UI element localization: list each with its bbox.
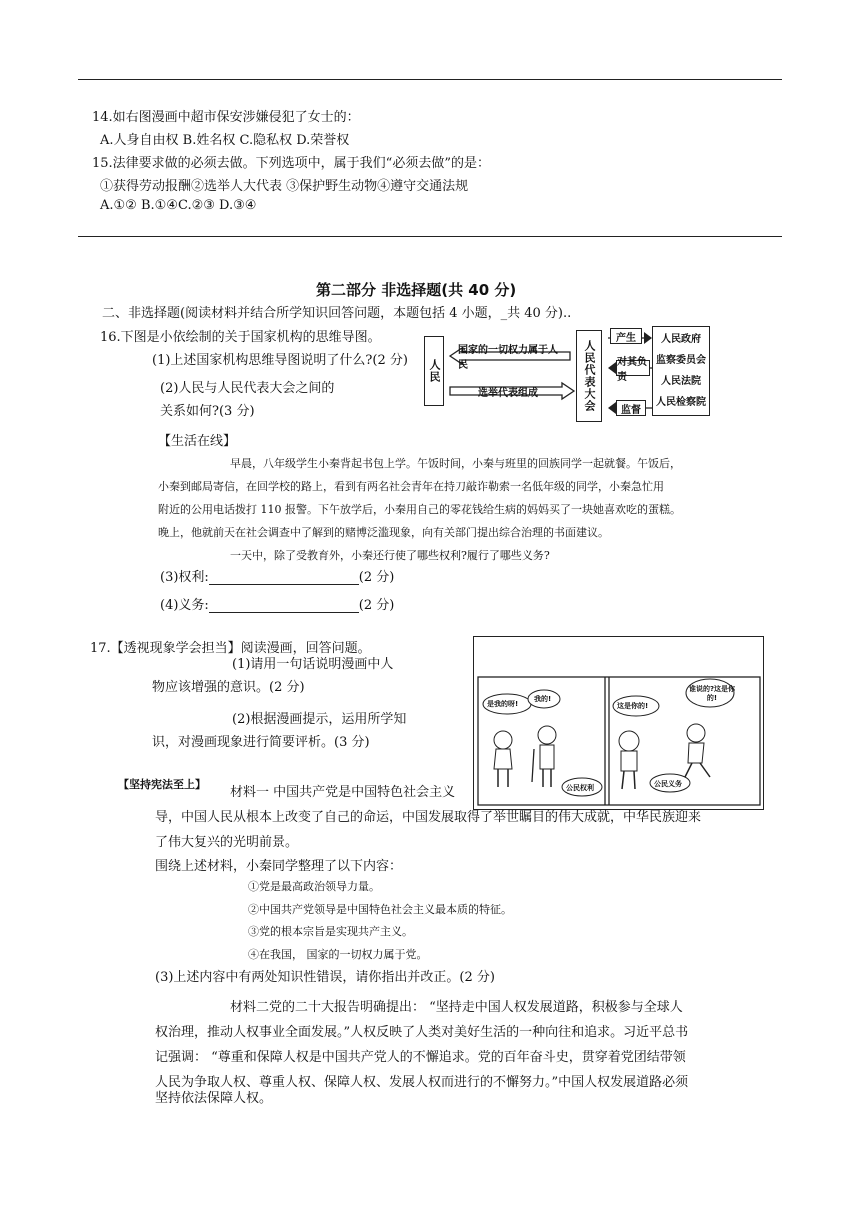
- cartoon-drawing: [474, 637, 764, 810]
- people-box: 人民: [424, 336, 444, 406]
- question-17-2b: 识，对漫画现象进行简要评析。(3 分): [152, 735, 370, 750]
- life-heading: 【生活在线】: [158, 434, 237, 449]
- material-two-line-3: 记强调： “尊重和保障人权是中国共产党人的不懈追求。党的百年奋斗史，贯穿着党团结带领: [155, 1050, 686, 1065]
- rights-label: (3)权利:: [160, 570, 209, 585]
- part-two-intro: 二、非选择题(阅读材料并结合所学知识回答问题，本题包括 4 小题，_共 40 分)..: [102, 306, 572, 321]
- question-15-options: A.①② B.①④C.②③ D.③④: [100, 198, 257, 213]
- material-two-line-1: 材料二党的二十大报告明确提出： “坚持走中国人权发展道路，积极参与全球人: [230, 1000, 683, 1015]
- material-one-line-1: 材料一 中国共产党是中国特色社会主义: [230, 785, 456, 800]
- life-line-1: 早晨，八年级学生小秦背起书包上学。午饭时间，小秦与班里的回族同学一起就餐。午饭后，: [230, 457, 681, 470]
- state-organs-box: [652, 326, 710, 416]
- supervise-label: 监督: [616, 400, 646, 416]
- rights-duties-cartoon: [473, 636, 764, 810]
- part-two-title: 第二部分 非选择题(共 40 分): [316, 281, 517, 299]
- summary-point-3: ③党的根本宗旨是实现共产主义。: [248, 925, 413, 938]
- cartoon-bubble-right-2: 谁说的?这是你的!: [688, 685, 736, 702]
- material-two-line-5: 坚持依法保障人权。: [155, 1091, 273, 1106]
- duties-answer-blank[interactable]: [209, 600, 359, 613]
- produce-label: 产生: [610, 328, 642, 344]
- question-14-stem: 14.如右图漫画中超市保安涉嫌侵犯了女士的：: [92, 110, 360, 125]
- question-17-1b: 物应该增强的意识。(2 分): [152, 680, 305, 695]
- question-16-1: (1)上述国家机构思维导图说明了什么?(2 分): [152, 353, 408, 368]
- cartoon-bubble-left-1: 是我的呀!: [487, 700, 519, 708]
- cartoon-sign-rights: 公民权利: [566, 784, 594, 792]
- question-15-items: ①获得劳动报酬②选举人大代表 ③保护野生动物④遵守交通法规: [100, 179, 469, 194]
- material-two-line-4: 人民为争取人权、尊重人权、保障人权、发展人权而进行的不懈努力。”中国人权发展道路必须: [155, 1075, 689, 1090]
- arrow-label-all-power: 国家的一切权力属于人民: [458, 345, 558, 371]
- duties-score: (2 分): [358, 598, 395, 613]
- material-one-line-2: 导，中国人民从根本上改变了自己的命运，中国发展取得了举世瞩目的伟大成就，中华民族迎来: [155, 810, 702, 825]
- duties-label: (4)义务:: [160, 598, 209, 613]
- rights-answer-blank[interactable]: [209, 572, 359, 585]
- question-15-stem: 15.法律要求做的必须去做。下列选项中，属于我们“必须去做”的是：: [92, 156, 490, 171]
- question-16-2a: (2)人民与人民代表大会之间的: [160, 381, 335, 396]
- question-17-2a: (2)根据漫画提示，运用所学知: [232, 712, 407, 727]
- duties-answer-row: [160, 594, 394, 613]
- organ-procuratorate: 人民检察院: [656, 397, 706, 408]
- cartoon-bubble-right-1: 这是你的!: [617, 702, 649, 710]
- life-line-2: 小秦到邮局寄信，在回学校的路上，看到有两名社会青年在持刀敲诈勒索一名低年级的同学，小秦急忙用: [158, 480, 664, 493]
- arrow-label-elect: 选举代表组成: [478, 387, 538, 399]
- cartoon-sign-duties: 公民义务: [654, 780, 682, 788]
- rights-score: (2 分): [358, 570, 395, 585]
- question-17-3: (3)上述内容中有两处知识性错误，请你指出并改正。(2 分): [155, 970, 495, 985]
- life-line-4: 晚上，他就前天在社会调查中了解到的赌博泛滥现象，向有关部门提出综合治理的书面建议。: [158, 526, 609, 539]
- responsible-label: 对其负责: [616, 360, 650, 376]
- congress-box: 人民代表大会: [576, 330, 602, 422]
- material-two-line-2: 权治理，推动人权事业全面发展。”人权反映了人类对美好生活的一种向往和追求。习近平总书: [155, 1025, 689, 1040]
- section-rule: [78, 236, 782, 237]
- question-17-1a: (1)请用一句话说明漫画中人: [232, 657, 394, 672]
- cartoon-bubble-left-2: 我的!: [534, 695, 552, 703]
- organ-government: 人民政府: [661, 334, 701, 345]
- state-organs-diagram: [420, 326, 720, 426]
- top-rule: [78, 79, 782, 80]
- constitution-heading: 【坚持宪法至上】: [118, 778, 206, 791]
- life-question: 一天中，除了受教育外，小秦还行使了哪些权利?履行了哪些义务?: [230, 549, 550, 562]
- question-16-stem: 16.下图是小依绘制的关于国家机构的思维导图。: [100, 330, 381, 345]
- summary-point-4: ④在我国， 国家的一切权力属于党。: [248, 948, 428, 961]
- question-16-2b: 关系如何?(3 分): [160, 404, 255, 419]
- life-line-3: 附近的公用电话拨打 110 报警。下午放学后，小秦用自己的零花钱给生病的妈妈买了一块她喜欢吃的蛋糕。: [158, 503, 681, 516]
- material-one-line-3: 了伟大复兴的光明前景。: [155, 835, 299, 850]
- question-17-stem: 17.【透视现象学会担当】阅读漫画，回答问题。: [90, 641, 371, 656]
- rights-answer-row: [160, 566, 394, 585]
- organ-court: 人民法院: [661, 376, 701, 387]
- summary-intro: 围绕上述材料，小秦同学整理了以下内容：: [155, 859, 403, 874]
- organ-supervisory: 监察委员会: [656, 355, 706, 366]
- summary-point-2: ②中国共产党领导是中国特色社会主义最本质的特征。: [248, 903, 512, 916]
- question-14-options: A.人身自由权 B.姓名权 C.隐私权 D.荣誉权: [100, 133, 350, 148]
- summary-point-1: ①党是最高政治领导力量。: [248, 880, 380, 893]
